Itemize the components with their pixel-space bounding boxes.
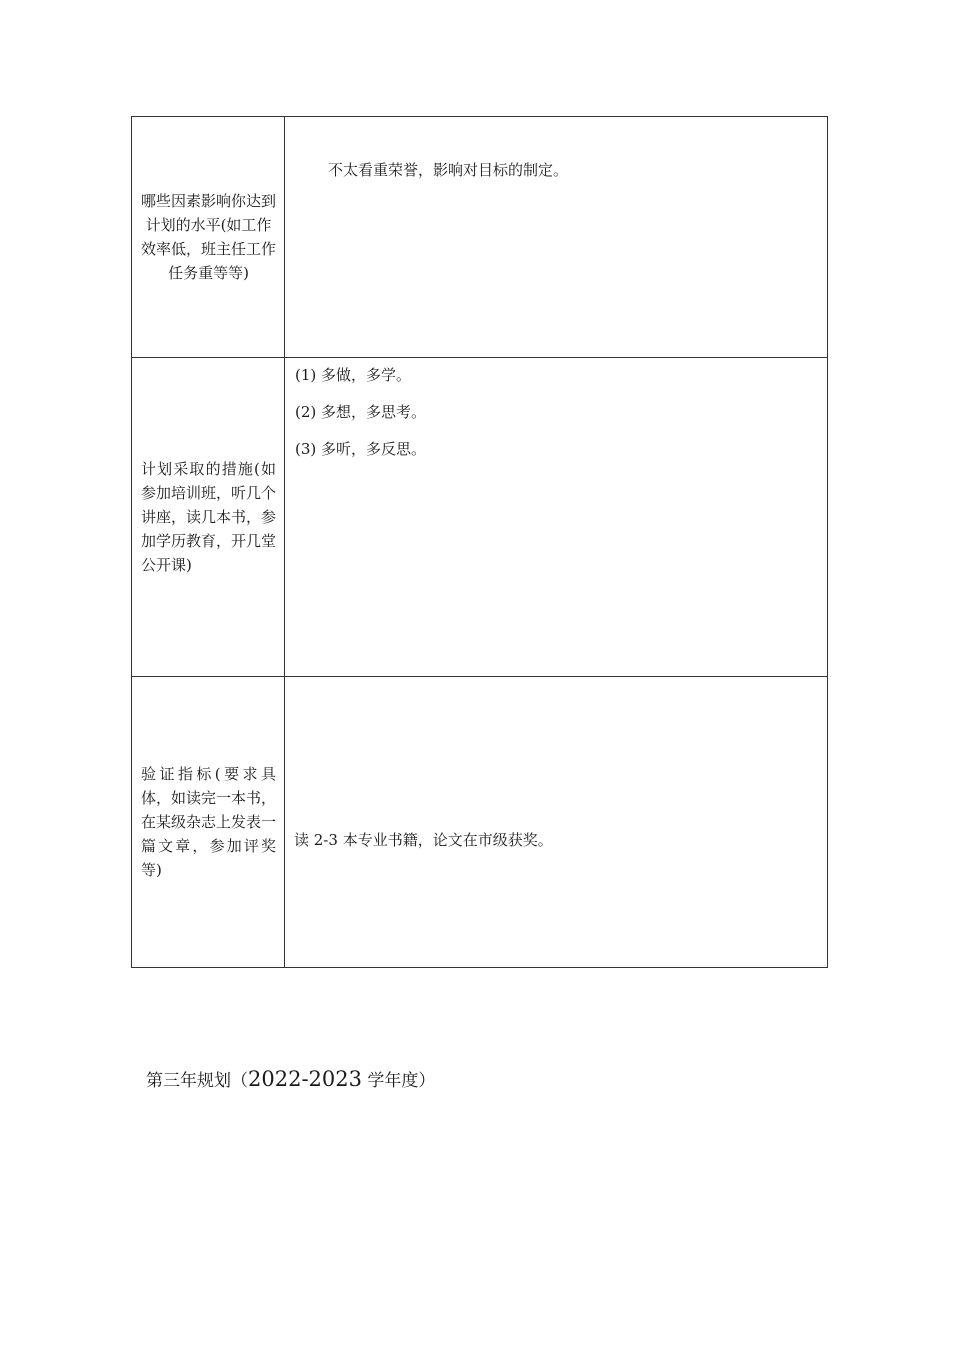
measure-item-3: (3) 多听，多反思。 <box>295 440 427 458</box>
measures-content-cell <box>285 358 827 676</box>
indicators-content-cell <box>285 677 827 967</box>
measure-item-1: (1) 多做，多学。 <box>295 366 412 384</box>
factors-content-cell <box>285 117 827 357</box>
factors-label: 哪些因素影响你达到计划的水平(如工作效率低，班主任工作任务重等等) <box>141 192 277 282</box>
indicators-content: 读 2-3 本专业书籍，论文在市级获奖。 <box>294 831 553 849</box>
indicators-label-cell <box>132 677 285 967</box>
section-heading-prefix: 第三年规划（ <box>146 1071 248 1091</box>
measures-label: 计划采取的措施(如参加培训班，听几个讲座，读几本书，参加学历教育，开几堂公开课) <box>141 460 277 574</box>
table-row-factors <box>132 117 827 357</box>
factors-label-cell <box>132 117 285 357</box>
measures-label-cell <box>132 358 285 676</box>
table-row-measures <box>132 357 827 676</box>
section-heading-years: 2022-2023 <box>248 1067 362 1091</box>
section-heading-suffix: 学年度） <box>361 1071 436 1091</box>
section-heading <box>146 1066 435 1091</box>
measure-item-2: (2) 多想，多思考。 <box>295 403 427 421</box>
table-row-indicators <box>132 676 827 967</box>
factors-content: 不太看重荣誉，影响对目标的制定。 <box>328 161 569 179</box>
plan-table <box>131 116 828 968</box>
indicators-label: 验证指标(要求具体，如读完一本书，在某级杂志上发表一篇文章，参加评奖等) <box>141 765 277 879</box>
